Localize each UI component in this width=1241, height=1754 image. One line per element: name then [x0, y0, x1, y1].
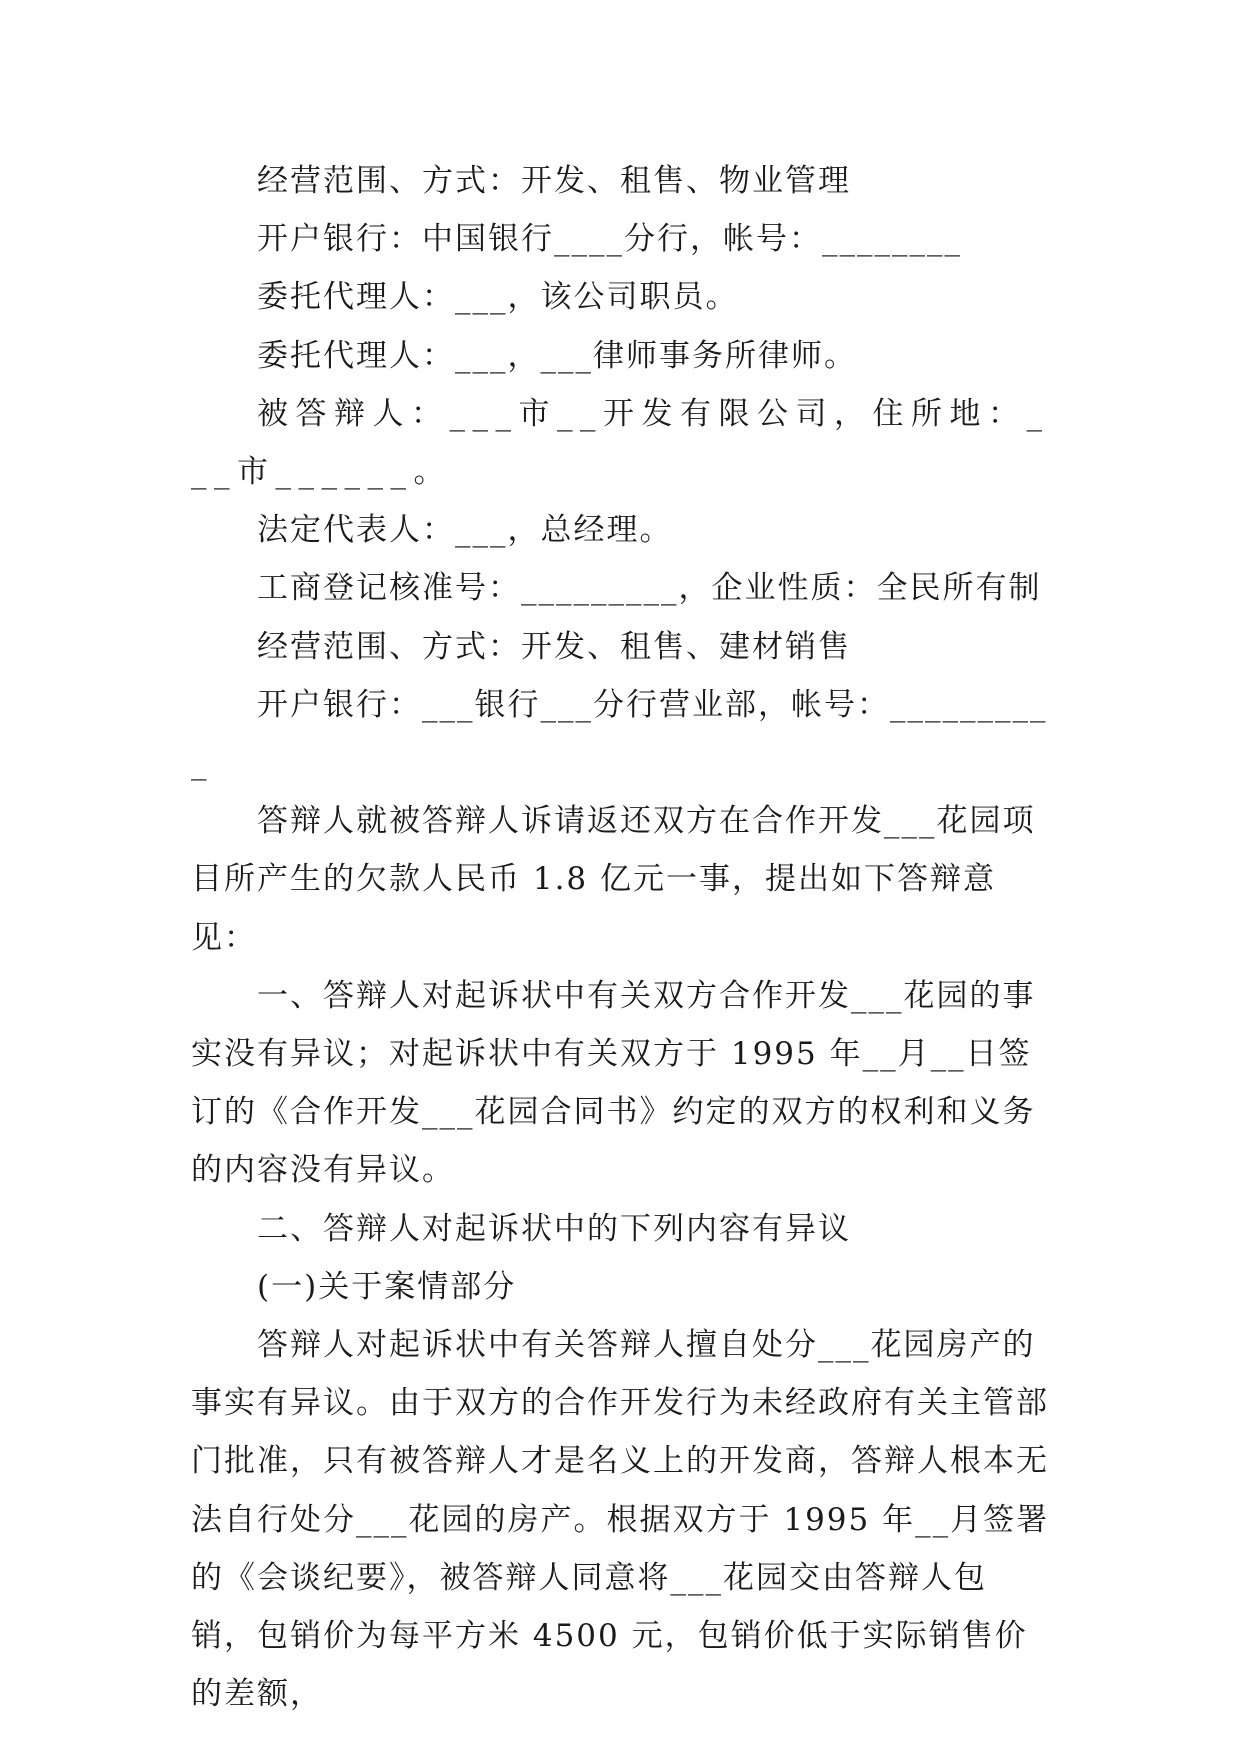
paragraph-business-scope-2: 经营范围、方式：开发、租售、建材销售 [257, 628, 851, 665]
document-body [191, 152, 1051, 1723]
paragraph-point-one: 一、答辩人对起诉状中有关双方合作开发___花园的事实没有异议；对起诉状中有关双方于 1995 年__月__日签订的《合作开发___花园合同书》约定的双方的权利和义务的内容没有异议。 [191, 977, 1036, 1189]
paragraph-bank-account-1: 开户银行：中国银行____分行，帐号：________ [257, 221, 962, 258]
paragraph-case-facts: 答辩人对起诉状中有关答辩人擅自处分___花园房产的事实有异议。由于双方的合作开发行为未经政府有关主管部门批准，只有被答辩人才是名义上的开发商，答辩人根本无法自行处分___花园的房产。根据双方于 1995 年__月签署的《会谈纪要》，被答辩人同意将___花园交由答辩人包销，包销价为每平方米 4500 元，包销价低于实际销售价的差额， [191, 1327, 1050, 1713]
paragraph-point-two: 二、答辩人对起诉状中的下列内容有异议 [257, 1210, 851, 1247]
paragraph-agent-1: 委托代理人：___，该公司职员。 [257, 279, 739, 316]
paragraph-bank-account-2: 开户银行：___银行___分行营业部，帐号：__________ [191, 686, 1048, 782]
paragraph-legal-rep: 法定代表人：___，总经理。 [257, 512, 673, 549]
paragraph-registration: 工商登记核准号：_________，企业性质：全民所有制 [257, 570, 1042, 607]
paragraph-agent-2: 委托代理人：___，___律师事务所律师。 [257, 337, 857, 374]
paragraph-respondent: 被答辩人：___市__开发有限公司，住所地：___市______。 [191, 395, 1050, 491]
paragraph-business-scope-1: 经营范围、方式：开发、租售、物业管理 [257, 163, 851, 199]
paragraph-subsection-one: (一)关于案情部分 [257, 1268, 517, 1305]
paragraph-defense-intro: 答辩人就被答辩人诉请返还双方在合作开发___花园项目所产生的欠款人民币 1.8 亿元一事，提出如下答辩意见： [191, 803, 1036, 956]
